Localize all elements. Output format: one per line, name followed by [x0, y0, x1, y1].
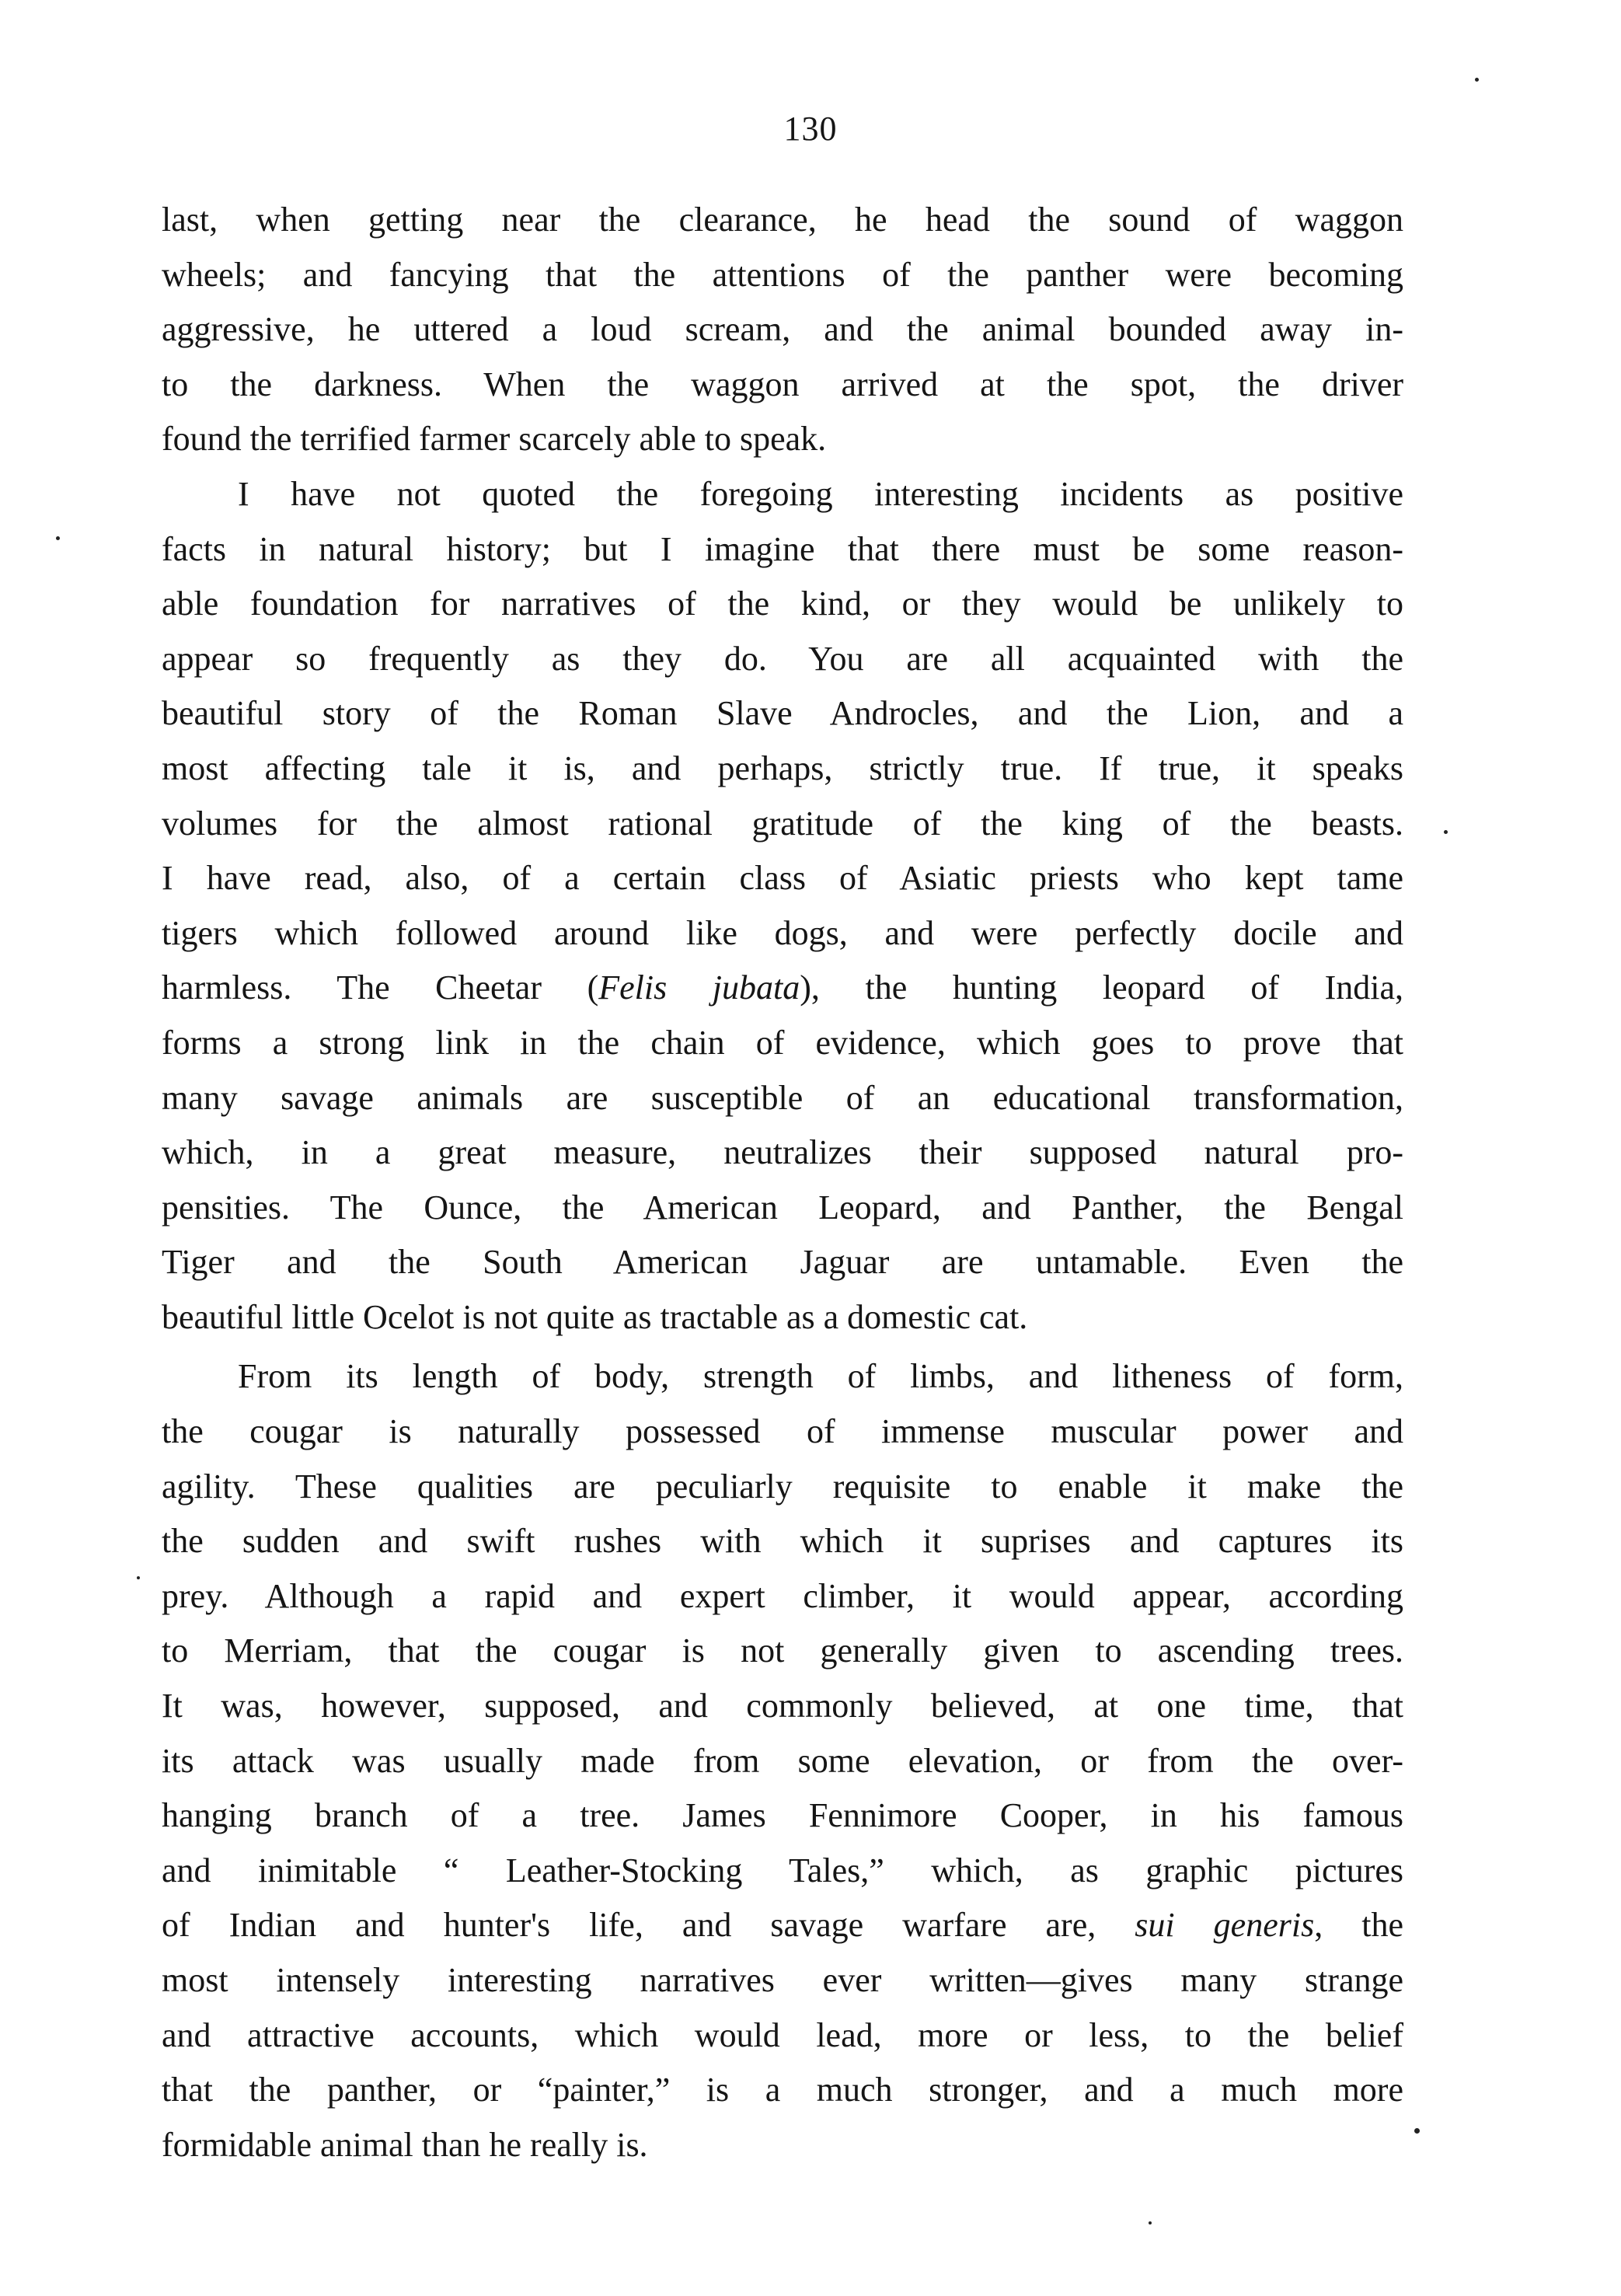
- text-line: beautiful story of the Roman Slave Androcles, and the Lion, and a: [162, 694, 1403, 733]
- text-line: the cougar is naturally possessed of immense muscular power and: [162, 1412, 1403, 1451]
- text-line: prey. Although a rapid and expert climber, it would appear, according: [162, 1576, 1403, 1615]
- text-line: which, in a great measure, neutralizes their supposed natural pro-: [162, 1133, 1403, 1172]
- text-line: I have not quoted the foregoing interesting incidents as positive: [238, 474, 1403, 513]
- text-line: wheels; and fancying that the attentions of the panther were becoming: [162, 255, 1403, 294]
- text-line: the sudden and swift rushes with which it suprises and captures its: [162, 1522, 1403, 1561]
- scan-speck: [1149, 2221, 1152, 2224]
- paragraph-1: [162, 193, 1403, 467]
- text-line: to Merriam, that the cougar is not generally given to ascending trees.: [162, 1631, 1403, 1670]
- text-line: most affecting tale it is, and perhaps, strictly true. If true, it speaks: [162, 748, 1403, 787]
- text-line: and inimitable “ Leather-Stocking Tales,” which, as graphic pictures: [162, 1851, 1403, 1889]
- text-line: of Indian and hunter's life, and savage warfare are, sui generis, the: [162, 1906, 1403, 1945]
- text-line: Tiger and the South American Jaguar are untamable. Even the: [162, 1243, 1403, 1282]
- body-text: [162, 193, 1403, 2172]
- text-line: pensities. The Ounce, the American Leopard, and Panther, the Bengal: [162, 1188, 1403, 1227]
- scan-speck: [1414, 2128, 1420, 2134]
- paragraph-2: [162, 467, 1403, 1345]
- text-line: most intensely interesting narratives ever written—gives many strange: [162, 1961, 1403, 1999]
- text-line: and attractive accounts, which would lead, more or less, to the belief: [162, 2015, 1403, 2054]
- scan-speck: [137, 1576, 140, 1579]
- text-line: hanging branch of a tree. James Fennimore Cooper, in his famous: [162, 1796, 1403, 1835]
- text-line: I have read, also, of a certain class of Asiatic priests who kept tame: [162, 859, 1403, 898]
- text-line: found the terrified farmer scarcely able to speak.: [162, 420, 827, 459]
- text-line: able foundation for narratives of the kind, or they would be unlikely to: [162, 584, 1403, 623]
- text-line: to the darkness. When the waggon arrived at the spot, the driver: [162, 365, 1403, 403]
- text-line: From its length of body, strength of limbs, and litheness of form,: [238, 1357, 1403, 1396]
- text-line: harmless. The Cheetar (Felis jubata), the hunting leopard of India,: [162, 968, 1403, 1007]
- text-line: appear so frequently as they do. You are all acquainted with the: [162, 639, 1403, 678]
- text-line: forms a strong link in the chain of evidence, which goes to prove that: [162, 1023, 1403, 1062]
- text-line: It was, however, supposed, and commonly believed, at one time, that: [162, 1687, 1403, 1725]
- text-line: tigers which followed around like dogs, and were perfectly docile and: [162, 913, 1403, 952]
- text-line: facts in natural history; but I imagine that there must be some reason-: [162, 529, 1403, 568]
- scan-speck: [1475, 78, 1479, 82]
- paragraph-3: [162, 1349, 1403, 2172]
- text-line: last, when getting near the clearance, he head the sound of waggon: [162, 201, 1403, 239]
- text-line: many savage animals are susceptible of an educational transformation,: [162, 1078, 1403, 1117]
- text-line: volumes for the almost rational gratitude of the king of the beasts.: [162, 804, 1403, 843]
- text-line: that the panther, or “painter,” is a much stronger, and a much more: [162, 2071, 1403, 2109]
- text-line: formidable animal than he really is.: [162, 2125, 648, 2164]
- text-line: its attack was usually made from some elevation, or from the over-: [162, 1741, 1403, 1780]
- scan-speck: [1444, 830, 1448, 834]
- text-line: agility. These qualities are peculiarly requisite to enable it make the: [162, 1467, 1403, 1506]
- scan-speck: [56, 536, 60, 540]
- text-line: beautiful little Ocelot is not quite as tractable as a domestic cat.: [162, 1297, 1028, 1336]
- text-line: aggressive, he uttered a loud scream, and the animal bounded away in-: [162, 310, 1403, 349]
- page-number: 130: [783, 110, 838, 148]
